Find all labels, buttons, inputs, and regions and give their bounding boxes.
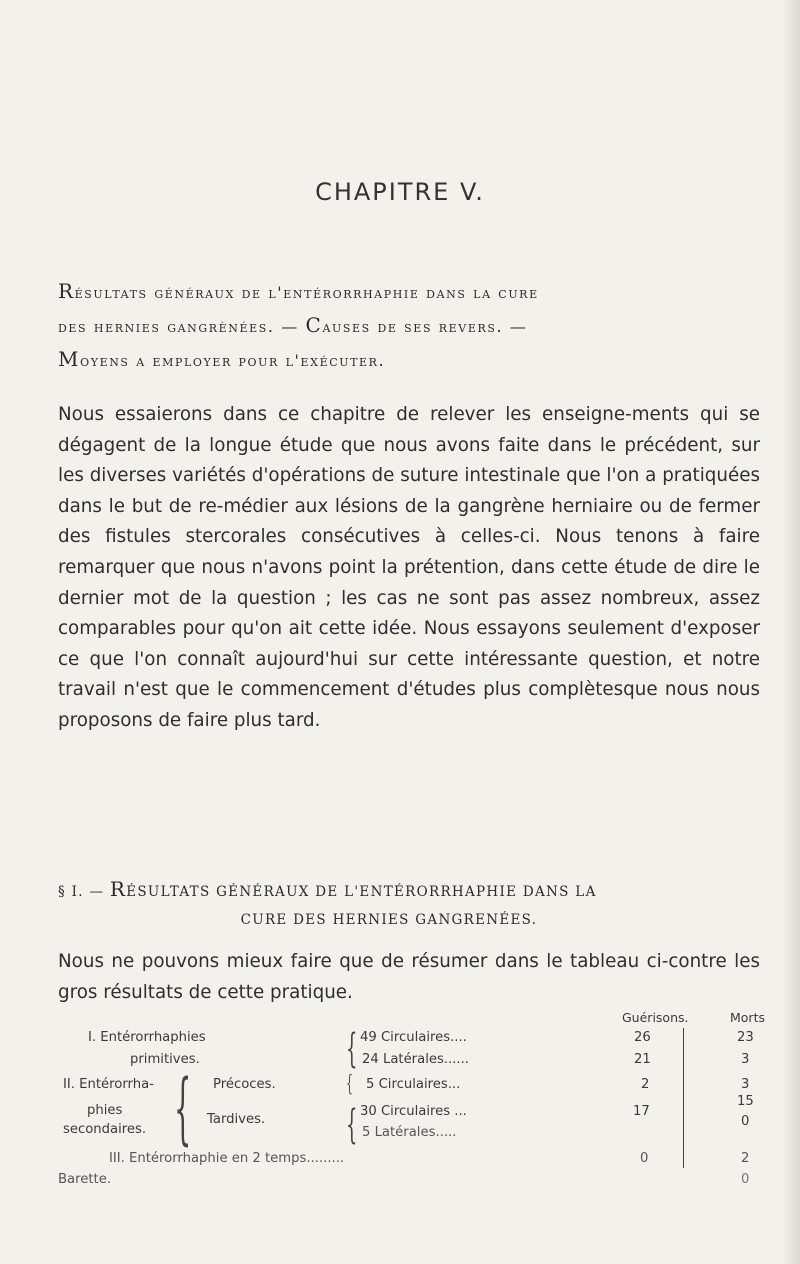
heading-line-2: des hernies gangrènées. — Causes de ses revers. — (58, 313, 528, 337)
row4-label: Barette. (58, 1172, 112, 1187)
row2-tardives-brace: { (346, 1102, 358, 1148)
header-morts: Morts (730, 1010, 765, 1025)
row2-precoces-circulaires: 5 Circulaires... (366, 1077, 461, 1092)
section-heading (58, 875, 760, 934)
row1-circulaires-guerisons: 26 (634, 1030, 651, 1045)
heading-line-3: Moyens a employer pour l'exécuter. (58, 347, 386, 371)
row3-morts: 2 (741, 1151, 750, 1166)
row3-label: III. Entérorrhaphie en 2 temps......... (109, 1151, 345, 1166)
section-heading-line-2: CURE DES HERNIES GANGRENÉES. (240, 912, 538, 928)
row2-precoces: Précoces. (213, 1077, 276, 1092)
chapter-heading (58, 275, 758, 377)
row2-tardives-circulaires: 30 Circulaires ... (360, 1104, 467, 1119)
row2-tardives-guerisons: 17 (633, 1104, 650, 1119)
row2-tardives-laterales: 5 Latérales..... (362, 1125, 457, 1140)
row1-laterales-guerisons: 21 (634, 1052, 651, 1067)
row2-precoces-guerisons: 2 (641, 1077, 650, 1092)
row2-label-a: II. Entérorrha- (63, 1077, 154, 1092)
row1-brace: { (346, 1026, 358, 1072)
row1-laterales: 24 Latérales...... (362, 1052, 469, 1067)
row2-precoces-morts: 3 (741, 1077, 750, 1092)
row2-tardives: Tardives. (207, 1112, 266, 1127)
row2-big-brace: { (174, 1064, 192, 1154)
header-guerisons: Guérisons. (622, 1010, 689, 1025)
column-divider (683, 1028, 684, 1168)
row2-label-c: secondaires. (63, 1122, 147, 1137)
heading-line-1: Résultats généraux de l'entérorrhaphie dans la cure (58, 279, 539, 303)
row1-circulaires: 49 Circulaires.... (360, 1030, 467, 1045)
row1-label-a: I. Entérorrhaphies (88, 1030, 206, 1045)
row2-label-b: phies (87, 1103, 123, 1118)
row1-circulaires-morts: 23 (737, 1030, 754, 1045)
row3-guerisons: 0 (640, 1151, 649, 1166)
row2-precoces-brace: { (346, 1072, 353, 1097)
row4-morts: 0 (741, 1172, 750, 1187)
paragraph-intro: Nous essaierons dans ce chapitre de relever les enseigne-ments qui se dégagent de la longue étude que nous avons faite dans le précédent, sur les diverses variétés d'opérations de suture intestinale que l'on a pratiquées dans le but de re-médier aux lésions de la gangrène herniaire ou de fermer des fistules stercorales consécutives à celles-ci. Nous tenons à faire remarquer que nous n'avons point la prétention, dans cette étude de dire le dernier mot de la question ; les cas ne sont pas assez nombreux, assez comparables pour qu'on ait cette idée. Nous essayons seulement d'exposer ce que l'on connaît aujourd'hui sur cette intéressante question, et notre travail n'est que le commencement d'études plus complètesque nous nous proposons de faire plus tard. (58, 404, 760, 731)
row1-laterales-morts: 3 (741, 1052, 750, 1067)
row2-tardives-morts: 15 (737, 1094, 754, 1109)
row1-label-b: primitives. (130, 1052, 200, 1067)
row2-laterales-morts: 0 (741, 1114, 750, 1129)
chapter-title: CHAPITRE V. (315, 178, 485, 206)
section-heading-line-1: § I. — RÉSULTATS GÉNÉRAUX DE L'ENTÉRORRHAPHIE DANS LA (58, 877, 597, 901)
paragraph-table-intro: Nous ne pouvons mieux faire que de résumer dans le tableau ci-contre les gros résultats de cette pratique. (58, 951, 760, 1003)
